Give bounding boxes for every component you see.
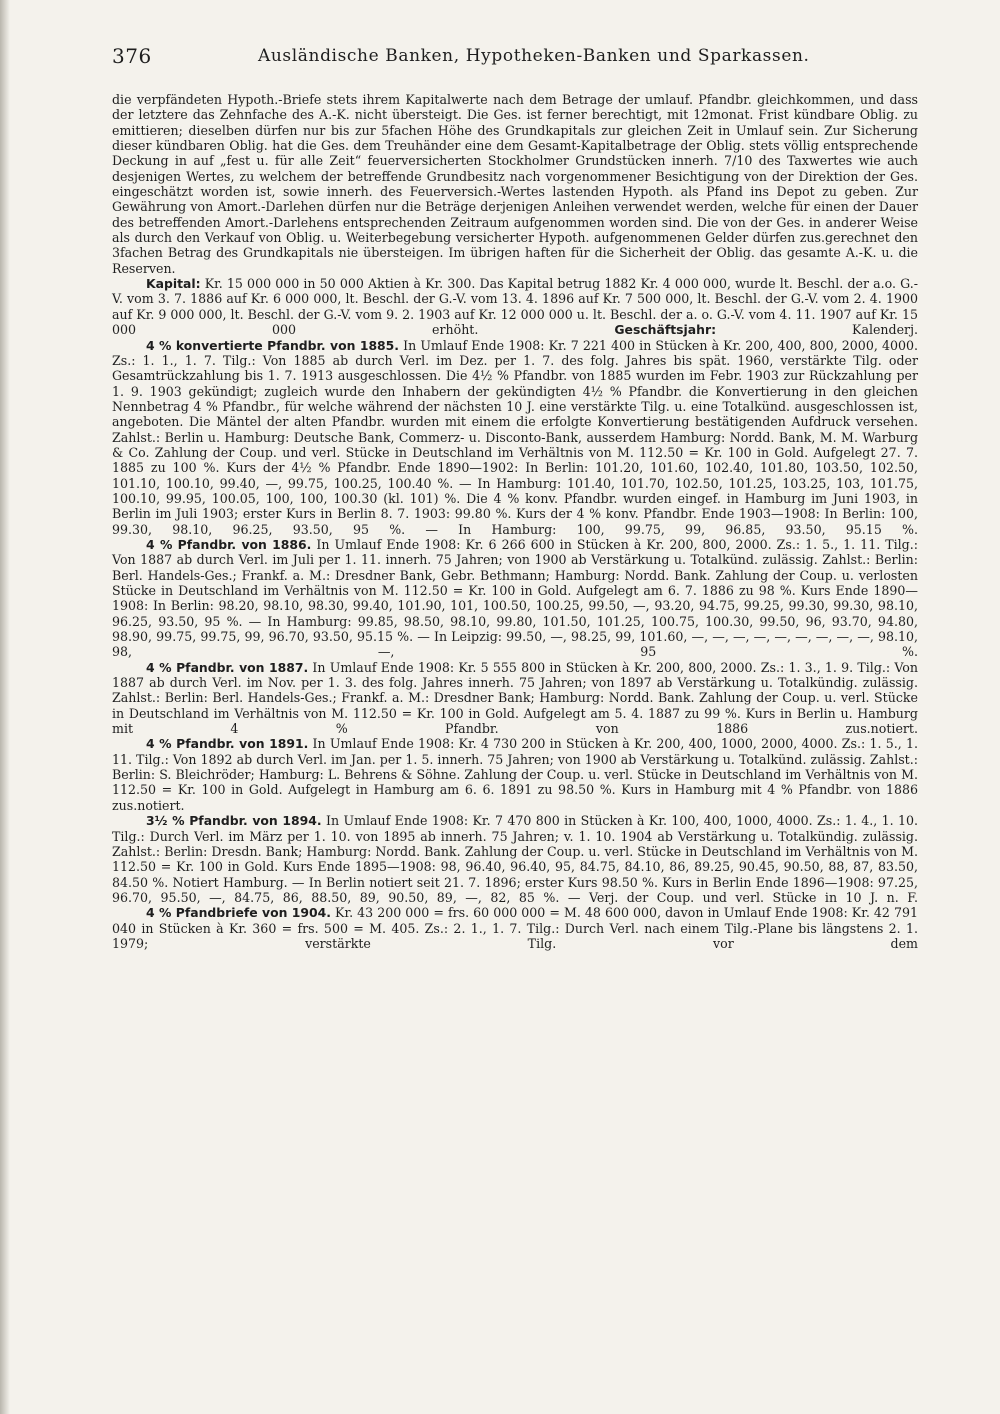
paragraph-text: In Umlauf Ende 1908: Kr. 5 555 800 in Stücken à Kr. 200, 800, 2000. Zs.: 1. 3., 1. 9. Tilg.: Von 1887 ab durch Verl. im Nov. per 1. 3. des folg. Jahres innerh. 75 Jahren; von 1897 ab Verstärkung u. Totalkündig. zulässig. Zahlst.: Berlin: Berl. Handels-Ges.; Frankf. a. M.: Dresdner Bank; Hamburg: Nordd. Bank. Zahlung der Coup. u. verl. Stücke in Deutschland im Verhältnis von M. 112.50 = Kr. 100 in Gold. Aufgelegt am 5. 4. 1887 zu 99 %. Kurs in Berlin u. Hamburg mit 4 % Pfandbr. von 1886 zus.notiert. — [112, 659, 918, 737]
section-lead: 4 % Pfandbriefe von 1904. — [146, 905, 331, 921]
paragraph-text: die verpfändeten Hypoth.-Briefe stets ihrem Kapitalwerte nach dem Betrage der umlauf. Pfandbr. gleichkommen, und dass der letztere das Zehnfache des A.-K. nicht übersteigt. Die Ges. ist ferner berechtigt, mit 12monat. Frist kündbare Oblig. zu emittieren; dieselben dürfen nur bis zur 5fachen Höhe des Grundkapitals zur gleichen Zeit in Umlauf sein. Zur Sicherung dieser kündbaren Oblig. hat die Ges. dem Treuhänder eine dem Gesamt-Kapitalbetrage der Oblig. stets völlig entsprechende Deckung in auf „fest u. für alle Zeit“ feuerversicherten Stockholmer Grundstücken innerh. 7/10 des Taxwertes wie auch desjenigen Wertes, zu welchem der betreffende Grundbesitz nach vorgenommener Besichtigung von der Direktion der Ges. eingeschätzt worden ist, sowie innerh. des Feuerversich.-Wertes lastenden Hypoth. als Pfand ins Depot zu geben. Zur Gewährung von Amort.-Darlehen dürfen nur die Beträge derjenigen Anleihen verwendet werden, welche für einen der Dauer des betreffenden Amort.-Darlehens entsprechenden Zeitraum aufgenommen worden sind. Die von der Ges. in anderer Weise als durch den Verkauf von Oblig. u. Weiterbegebung versicherter Hypoth. aufgenommenen Gelder dürfen zus.gerechnet den 3fachen Betrag des Grundkapitals nie übersteigen. Im übrigen haften für die Sicherheit der Oblig. das gesamte A.-K. u. die Reserven. — [112, 92, 918, 276]
section-lead: 3½ % Pfandbr. von 1894. — [146, 813, 322, 829]
section-lead-geschaeftsjahr: Geschäftsjahr: — [614, 322, 717, 338]
body-text — [112, 92, 918, 951]
paragraph-text: In Umlauf Ende 1908: Kr. 7 470 800 in Stücken à Kr. 100, 400, 1000, 4000. Zs.: 1. 4., 1. 10. Tilg.: Durch Verl. im März per 1. 10. von 1895 ab innerh. 75 Jahren; v. 1. 10. 1904 ab Verstärkung u. Totalkündig. zulässig. Zahlst.: Berlin: Dresdn. Bank; Hamburg: Nordd. Bank. Zahlung der Coup. u. verl. Stücke in Deutschland im Verhältnis von M. 112.50 = Kr. 100 in Gold. Kurs Ende 1895—1908: 98, 96.40, 96.40, 95, 84.75, 84.10, 86, 89.25, 90.45, 90.50, 88, 87, 83.50, 84.50 %. Notiert Hamburg. — In Berlin notiert seit 21. 7. 1896; erster Kurs 98.50 %. Kurs in Berlin Ende 1896—1908: 97.25, 96.70, 95.50, —, 84.75, 86, 88.50, 89, 90.50, 89, —, 82, 85 %. — Verj. der Coup. und verl. Stücke in 10 J. n. F. — [112, 813, 918, 905]
paragraph-pfandbr-1894 — [112, 813, 918, 905]
paragraph-mortgage-bonds — [112, 92, 918, 276]
paragraph-text: In Umlauf Ende 1908: Kr. 6 266 600 in Stücken à Kr. 200, 800, 2000. Zs.: 1. 5., 1. 11. Tilg.: Von 1887 ab durch Verl. im Juli per 1. 11. innerh. 75 Jahren; von 1900 ab Verstärkung u. Totalkünd. zulässig. Zahlst.: Berlin: Berl. Handels-Ges.; Frankf. a. M.: Dresdner Bank, Gebr. Bethmann; Hamburg: Nordd. Bank. Zahlung der Coup. u. verlosten Stücke in Deutschland im Verhältnis von M. 112.50 = Kr. 100 in Gold. Aufgelegt am 6. 7. 1886 zu 98 %. Kurs Ende 1890—1908: In Berlin: 98.20, 98.10, 98.30, 99.40, 101.90, 101, 100.50, 100.25, 99.50, —, 93.20, 94.75, 99.25, 99.30, 99.30, 98.10, 96.25, 93.50, 95 %. — In Hamburg: 99.85, 98.50, 98.10, 99.80, 101.50, 101.25, 100.75, 100.30, 99.50, 96, 93.70, 94.80, 98.90, 99.75, 99.75, 99, 96.70, 93.50, 95.15 %. — In Leipzig: 99.50, —, 98.25, 99, 101.60, —, —, —, —, —, —, —, —, —, 98.10, 98, —, 95 %. — [112, 536, 918, 660]
paragraph-text: In Umlauf Ende 1908: Kr. 7 221 400 in Stücken à Kr. 200, 400, 800, 2000, 4000. Zs.: 1. 1., 1. 7. Tilg.: Von 1885 ab durch Verl. im Dez. per 1. 7. des folg. Jahres bis spät. 1960, verstärkte Tilg. oder Gesamtrückzahlung bis 1. 7. 1913 ausgeschlossen. Die 4½ % Pfandbr. von 1885 wurden im Febr. 1903 zur Rückzahlung per 1. 9. 1903 gekündigt; zugleich wurde den Inhabern der gekündigten 4½ % Pfandbr. die Konvertierung in den gleichen Nennbetrag 4 % Pfandbr., für welche während der nächsten 10 J. eine verstärkte Tilg. u. eine Totalkünd. ausgeschlossen ist, angeboten. Die Mäntel der alten Pfandbr. wurden mit einem die erfolgte Konvertierung bestätigenden Aufdruck versehen. Zahlst.: Berlin u. Hamburg: Deutsche Bank, Commerz- u. Disconto-Bank, ausserdem Hamburg: Nordd. Bank, M. M. Warburg & Co. Zahlung der Coup. und verl. Stücke in Deutschland im Verhältnis von M. 112.50 = Kr. 100 in Gold. Aufgelegt 27. 7. 1885 zu 100 %. Kurs der 4½ % Pfandbr. Ende 1890—1902: In Berlin: 101.20, 101.60, 102.40, 101.80, 103.50, 102.50, 101.10, 100.10, 99.40, —, 99.75, 100.25, 100.40 %. — In Hamburg: 101.40, 101.70, 102.50, 101.25, 103.25, 103, 101.75, 100.10, 99.95, 100.05, 100, 100, 100.30 (kl. 101) %. Die 4 % konv. Pfandbr. wurden eingef. in Hamburg im Juni 1903, in Berlin im Juli 1903; erster Kurs in Berlin 8. 7. 1903: 99.80 %. Kurs der 4 % konv. Pfandbr. Ende 1903—1908: In Berlin: 100, 99.30, 98.10, 96.25, 93.50, 95 %. — In Hamburg: 100, 99.75, 99, 96.85, 93.50, 95.15 %. — [112, 337, 918, 537]
paragraph-pfandbriefe-1904 — [112, 905, 918, 951]
paragraph-pfandbr-1887 — [112, 660, 918, 737]
paragraph-text: Kalenderj. — [852, 322, 918, 338]
paragraph-capital — [112, 276, 918, 337]
running-title: Ausländische Banken, Hypotheken-Banken und Sparkassen. — [258, 46, 810, 66]
binding-shadow — [0, 0, 10, 1414]
paragraph-pfandbr-1891 — [112, 736, 918, 813]
paragraph-text: Kr. 15 000 000 in 50 000 Aktien à Kr. 300. Das Kapital betrug 1882 Kr. 4 000 000, wurde lt. Beschl. der a.o. G.-V. vom 3. 7. 1886 auf Kr. 6 000 000, lt. Beschl. der G.-V. vom 13. 4. 1896 auf Kr. 7 500 000, lt. Beschl. der G.-V. vom 2. 4. 1900 auf Kr. 9 000 000, lt. Beschl. der G.-V. vom 9. 2. 1903 auf Kr. 12 000 000 u. lt. Beschl. der a. o. G.-V. vom 4. 11. 1907 auf Kr. 15 000 000 erhöht. — [112, 276, 918, 338]
section-lead: 4 % Pfandbr. von 1886. — [146, 536, 312, 552]
paragraph-pfandbr-1885 — [112, 338, 918, 537]
paragraph-text: In Umlauf Ende 1908: Kr. 4 730 200 in Stücken à Kr. 200, 400, 1000, 2000, 4000. Zs.: 1. 5., 1. 11. Tilg.: Von 1892 ab durch Verl. im Jan. per 1. 5. innerh. 75 Jahren; von 1900 ab Verstärkung u. Totalkünd. zulässig. Zahlst.: Berlin: S. Bleichröder; Hamburg: L. Behrens & Söhne. Zahlung der Coup. u. verl. Stücke in Deutschland im Verhältnis von M. 112.50 = Kr. 100 in Gold. Aufgelegt in Hamburg am 6. 6. 1891 zu 98.50 %. Kurs in Hamburg mit 4 % Pfandbr. von 1886 zus.notiert. — [112, 736, 918, 813]
page-header — [112, 44, 918, 74]
section-lead-kapital: Kapital: — [146, 276, 201, 292]
section-lead: 4 % konvertierte Pfandbr. von 1885. — [146, 337, 400, 353]
page-number: 376 — [112, 44, 152, 68]
paragraph-text: Kr. 43 200 000 = frs. 60 000 000 = M. 48 600 000, davon in Umlauf Ende 1908: Kr. 42 791 040 in Stücken à Kr. 360 = frs. 500 = M. 405. Zs.: 2. 1., 1. 7. Tilg.: Durch Verl. nach einem Tilg.-Plane bis längstens 2. 1. 1979; verstärkte Tilg. vor dem — [112, 905, 918, 951]
paragraph-pfandbr-1886 — [112, 537, 918, 660]
section-lead: 4 % Pfandbr. von 1891. — [146, 736, 309, 752]
section-lead: 4 % Pfandbr. von 1887. — [146, 659, 309, 675]
